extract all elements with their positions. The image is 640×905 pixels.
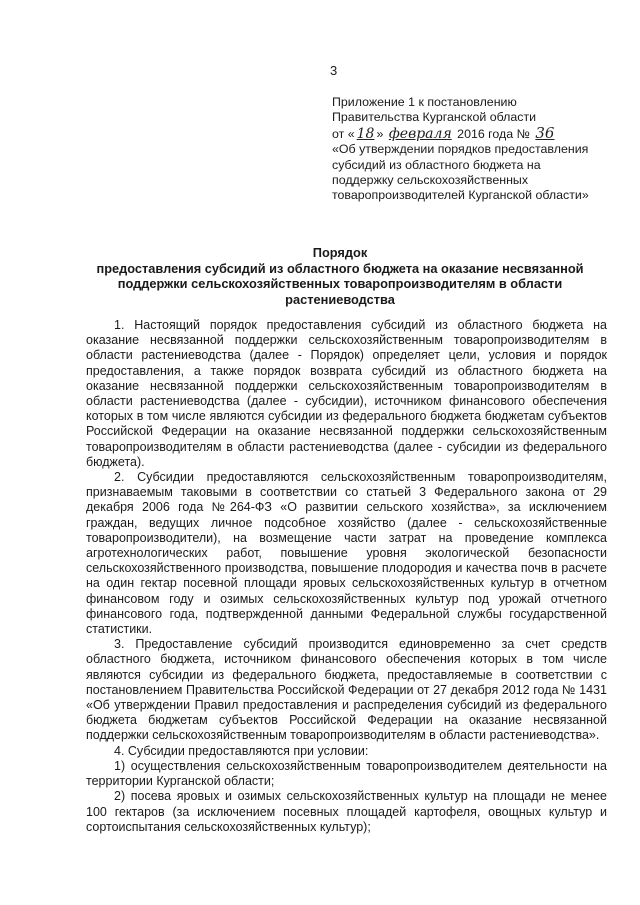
appendix-line-1: Приложение 1 к постановлению xyxy=(332,95,517,109)
appendix-date-line xyxy=(332,123,632,142)
title-line: поддержки сельскохозяйственных товаропроизводителям в области xyxy=(117,276,563,292)
document-title xyxy=(80,245,600,307)
page-number: 3 xyxy=(330,63,338,78)
date-prefix: от « xyxy=(332,126,355,141)
handwritten-day: 18 xyxy=(356,125,375,142)
appendix-header xyxy=(332,95,632,204)
title-line: предоставления субсидий из областного бюджета на оказание несвязанной xyxy=(96,260,584,276)
paragraph-1: 1. Настоящий порядок предоставления субсидий из областного бюджета на оказание несвязанной поддержки сельскохозяйственным товаропроизводителям в области растениеводства (далее - Порядок) определяет цели, условия и порядок предоставления, а также порядок возврата субсидий из областного бюджета на оказание несвязанной поддержки сельскохозяйственным товаропроизводителям в области растениеводства (далее - субсидии), источником финансового обеспечения которых в том числе являются субсидии из федерального бюджета бюджетам субъектов Российской Федерации на оказание несвязанной поддержки сельскохозяйственным товаропроизводителям в области растениеводства (далее - субсидии из федерального бюджета). xyxy=(86,318,607,469)
appendix-subject-line: товаропроизводителей Курганской области» xyxy=(332,188,589,203)
date-mid: » xyxy=(376,126,384,141)
paragraph-3: 3. Предоставление субсидий производится единовременно за счет средств областного бюджета, источником финансового обеспечения которых в том числе являются субсидии из федерального бюджета, предоставляемые в соответствии с постановлением Правительства Российской Федерации от 27 декабря 2012 года № 1431 «Об утверждении Правил предоставления и распределения субсидий из федерального бюджета бюджетам субъектов Российской Федерации на оказание несвязанной поддержки сельскохозяйственным товаропроизводителям в области растениеводства». xyxy=(86,637,607,743)
handwritten-number: 36 xyxy=(535,123,555,142)
paragraph-2: 2. Субсидии предоставляются сельскохозяйственным товаропроизводителям, признаваемым таковыми в соответствии со статьей 3 Федерального закона от 29 декабря 2006 года №264-ФЗ «О развитии сельского хозяйства», за исключением граждан, ведущих личное подсобное хозяйство (далее - сельскохозяйственные товаропроизводители), на возмещение части затрат на проведение комплекса агротехнологических работ, повышение уровня экологической безопасности сельскохозяйственного производства, повышение плодородия и качества почв в расчете на один гектар посевной площади яровых сельскохозяйственных культур в отчетном финансовом году и озимых сельскохозяйственных культур под урожай отчетного финансового года, подтвержденной данными Федеральной службы государственной статистики. xyxy=(86,470,607,637)
appendix-subject-line: субсидий из областного бюджета на xyxy=(332,157,541,172)
document-body xyxy=(86,318,607,835)
condition-2: 2) посева яровых и озимых сельскохозяйственных культур на площади не менее 100 гектаров (за исключением посевных площадей картофеля, овощных культур и сортоиспытания сельскохозяйственных культур); xyxy=(86,789,607,834)
appendix-line-2: Правительства Курганской области xyxy=(332,110,537,125)
year-text: 2016 года № xyxy=(457,126,530,141)
paragraph-4: 4. Субсидии предоставляются при условии: xyxy=(114,743,369,758)
appendix-subject-line: «Об утверждении порядков предоставления xyxy=(332,142,589,157)
condition-1: 1) осуществления сельскохозяйственным товаропроизводителем деятельности на территории Курганской области; xyxy=(86,758,607,789)
handwritten-month: февраля xyxy=(388,125,452,142)
title-line: растениеводства xyxy=(285,291,395,307)
title-heading: Порядок xyxy=(312,245,368,260)
appendix-subject-line: поддержку сельскохозяйственных xyxy=(332,173,529,188)
